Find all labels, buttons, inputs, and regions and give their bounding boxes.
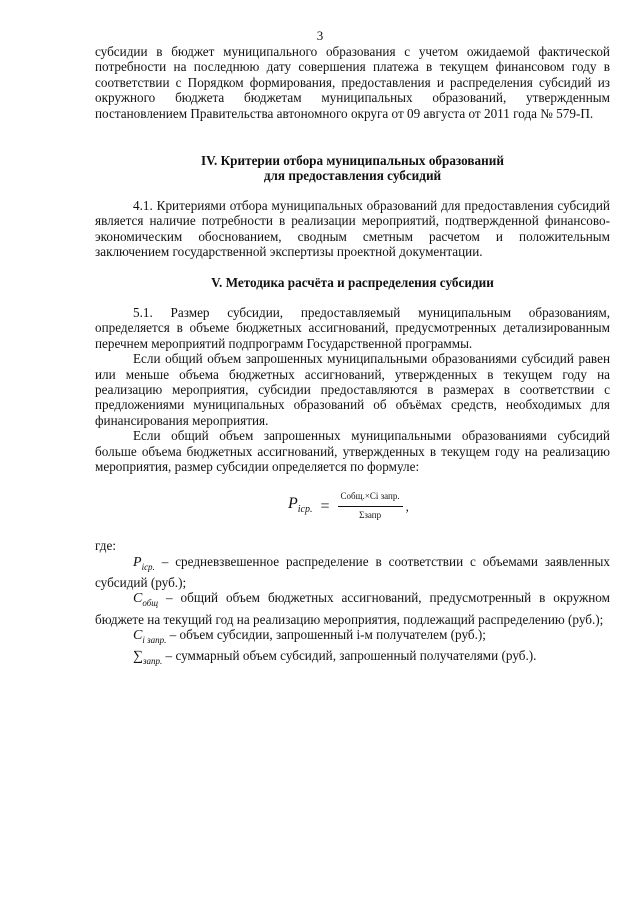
section-4-title-line-1: IV. Критерии отбора муниципальных образований <box>201 153 504 169</box>
document-body <box>95 44 610 669</box>
formula-comma: , <box>405 498 409 514</box>
definition-item: $\sum_{запр.}$ – суммарный объем субсидий, запрошенный получателями (руб.). <box>133 648 537 666</box>
section-4-heading <box>95 153 610 184</box>
definition-symbol: $\sum_{запр.}$ <box>133 649 163 666</box>
formula-equals: = <box>320 497 330 515</box>
formula-fraction <box>338 489 403 523</box>
definition-item: $P_{iср.}$ – средневзвешенное распределение в соответствии с объемами заявленных субсидий (руб.); <box>95 553 610 590</box>
section-5-paragraph-1: 5.1. Размер субсидии, предоставляемый муниципальным образованиям, определяется в объеме бюджетных ассигнований, предусмотренных детализированным перечнем мероприятий подпрограмм Государственной программы. <box>95 304 610 351</box>
page-number: 3 <box>316 28 324 43</box>
definition-symbol: $C_{общ}$ <box>133 591 159 609</box>
section-4-title-line-2: для предоставления субсидий <box>263 168 442 184</box>
definition-item: $C_{общ}$ – общий объем бюджетных ассигнований, предусмотренный в окружном бюджете на текущий год на реализацию мероприятия, подлежащий распределению (руб.); <box>95 590 610 627</box>
formula-numerator: Cобщ.×Ci запр. <box>338 489 403 506</box>
definition-symbol: $C_{i запр.}$ <box>133 627 167 645</box>
definition-symbol: $P_{iср.}$ <box>133 554 155 572</box>
distribution-formula <box>288 486 610 526</box>
intro-paragraph: субсидии в бюджет муниципального образования с учетом ожидаемой фактической потребности на последнюю дату совершения платежа в текущем финансовом году в соответствии с Порядком формирования, предоставления и распределения субсидий из окружного бюджета бюджетам муниципальных образований, утвержденным постановлением Правительства автономного округа от 09 августа от 2011 года № 579-П. <box>95 44 610 121</box>
formula-lhs: $P_{iср.}$ <box>288 494 313 515</box>
section-5-heading <box>95 275 610 290</box>
formula-denominator: Σзапр <box>359 509 382 520</box>
section-5-paragraph-2: Если общий объем запрошенных муниципальными образованиями субсидий равен или меньше объема бюджетных ассигнований, утвержденных в текущем году на реализацию мероприятия, субсидии предоставляются в размерах в соответствии с предложениями муниципальных образований об объёмах средств, необходимых для финансирования мероприятия. <box>95 351 610 428</box>
definition-item: $C_{i запр.}$ – объем субсидии, запрошенный i-м получателем (руб.); <box>133 626 486 645</box>
section-4-paragraph: 4.1. Критериями отбора муниципальных образований для предоставления субсидий является наличие потребности в реализации мероприятий, подтвержденной финансово-экономическим обоснованием, сводным сметным расчетом и положительным заключением государственной экспертизы проектной документации. <box>95 197 610 260</box>
section-5-paragraph-3: Если общий объем запрошенных муниципальными образованиями субсидий больше объема бюджетных ассигнований, утвержденных в текущем году на реализацию мероприятия, размер субсидии определяется по формуле: <box>95 428 610 474</box>
section-5-title: V. Методика расчёта и распределения субсидии <box>211 275 494 291</box>
where-label: где: <box>95 538 116 554</box>
